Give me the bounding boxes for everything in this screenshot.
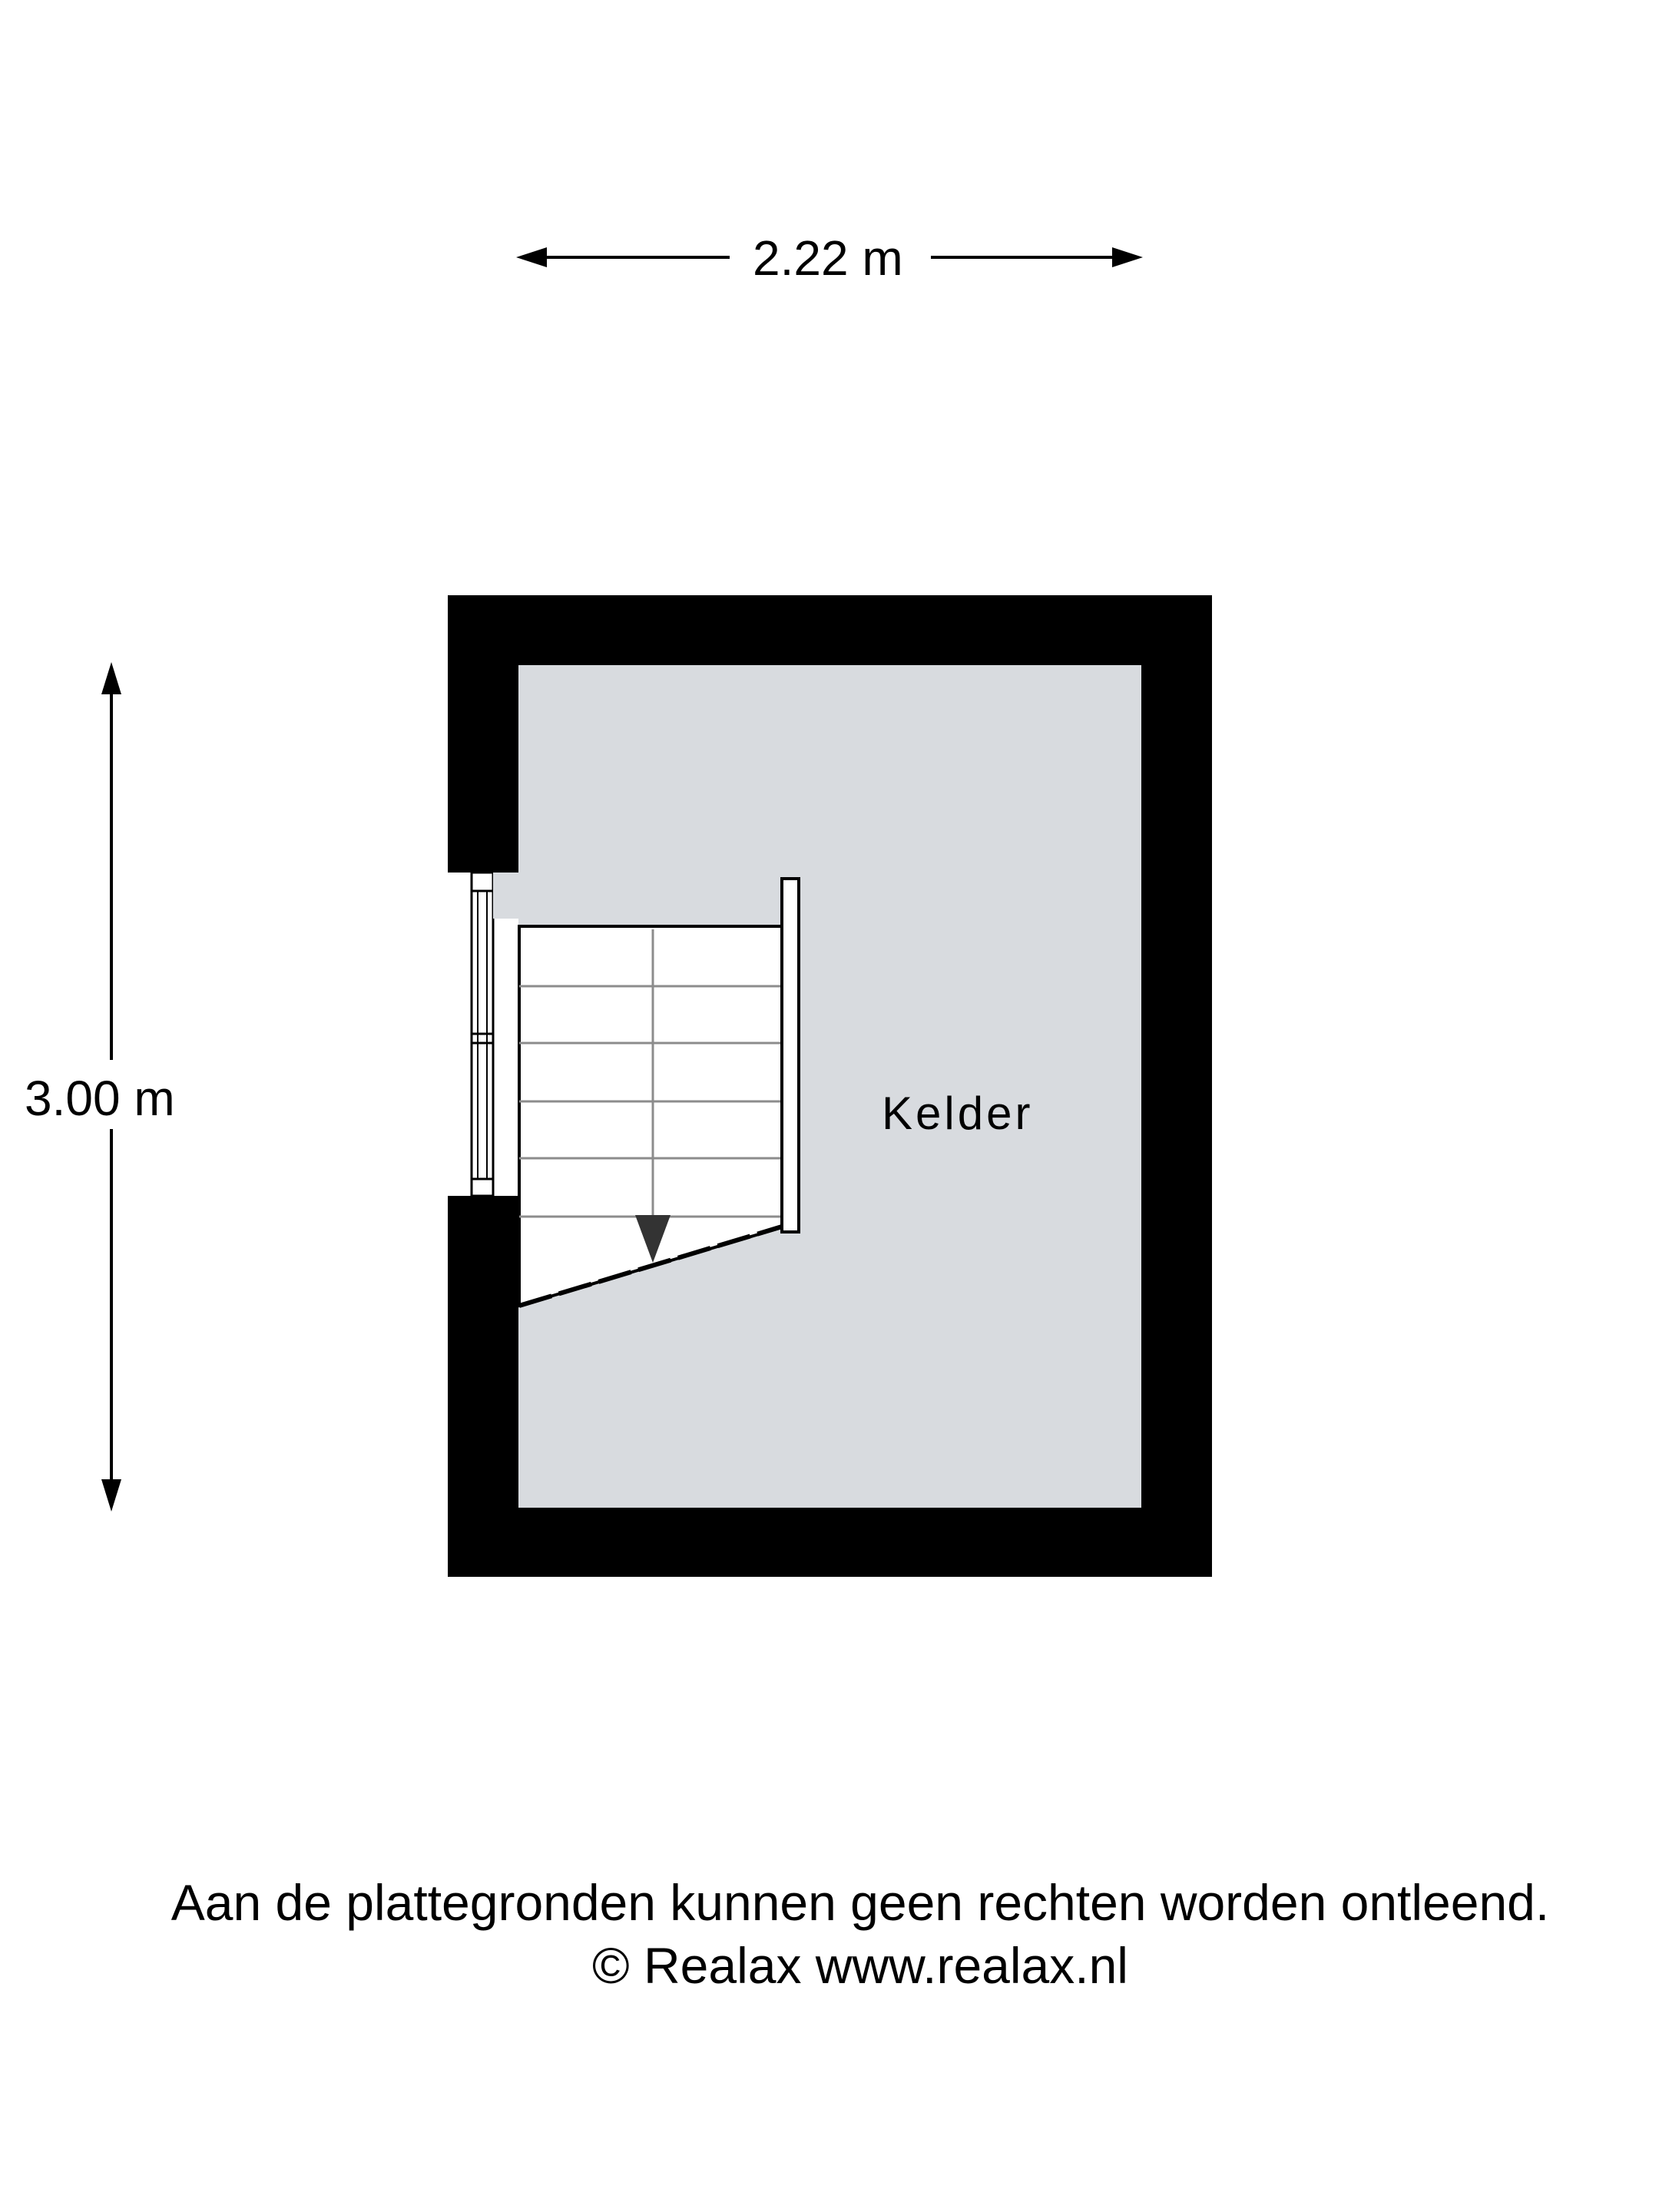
copyright-text: © Realax www.realax.nl [592, 1937, 1128, 1994]
disclaimer-text: Aan de plattegronden kunnen geen rechten worden ontleend. [171, 1874, 1550, 1931]
window [448, 873, 518, 1196]
footer [0, 1871, 1659, 1997]
height-dimension-label: 3.00 m [25, 1068, 175, 1129]
room-label-kelder: Kelder [882, 1088, 1034, 1139]
width-dimension-label: 2.22 m [747, 233, 909, 283]
stair-railing [782, 879, 799, 1232]
